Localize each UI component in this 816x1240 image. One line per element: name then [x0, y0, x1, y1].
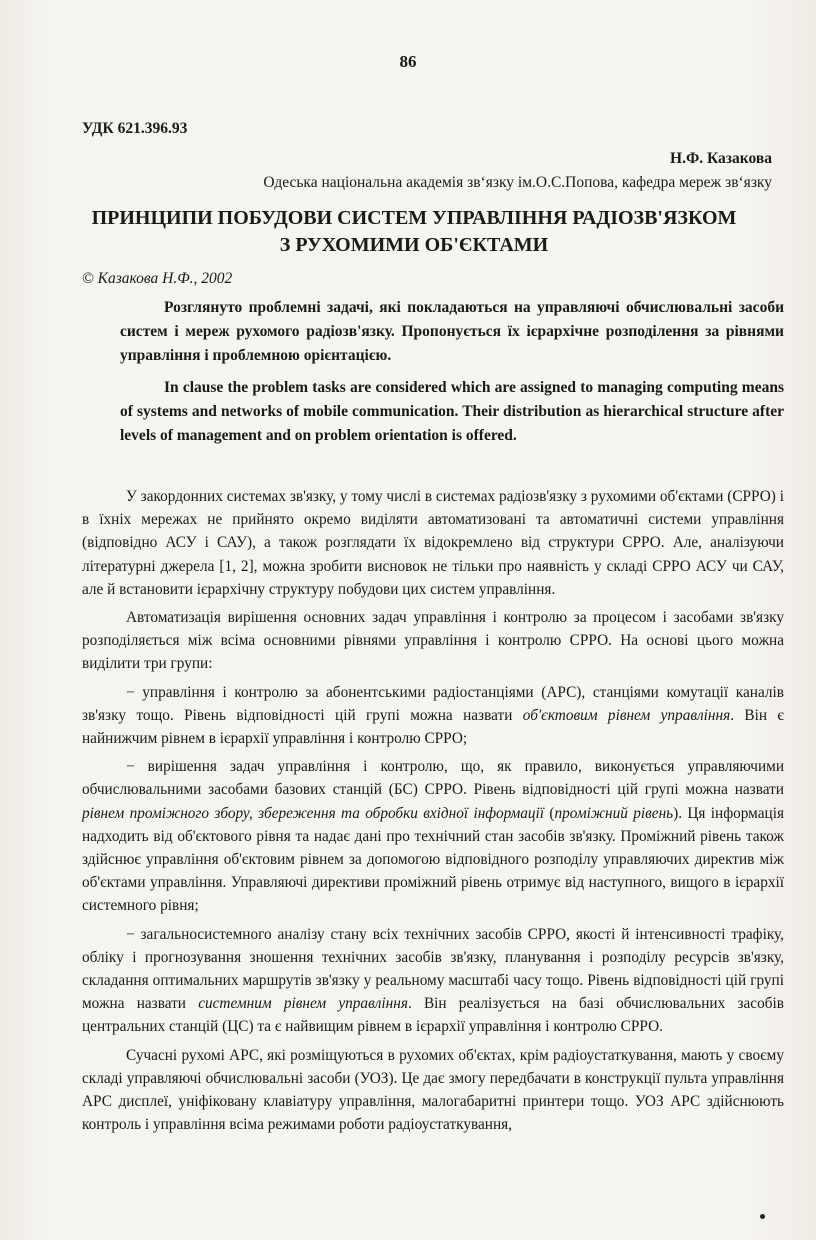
author-name: Н.Ф. Казакова — [670, 150, 772, 167]
paragraph-intro: У закордонних системах зв'язку, у тому числі в системах радіозв'язку з рухомими об'єктами (СРРО) і в їхніх мережах не прийнято окремо виділяти автоматизовані та автоматичні системи управління (відповідно АСУ і САУ), а також розглядати їх відокремлено від структури СРРО. Але, аналізуючи літературні джерела [1, 2], можна зробити висновок не тільки про наявність у складі СРРО АСУ чи САУ, але й встановити ієрархічну структуру побудови цих систем управління. — [82, 488, 784, 598]
emphasis-term: рівнем проміжного збору, збереження та обробки вхідної інформації — [82, 804, 545, 822]
ink-dot — [760, 1214, 765, 1219]
author-affiliation: Одеська національна академія зв‘язку ім.О.С.Попова, кафедра мереж зв‘язку — [263, 174, 772, 191]
paragraph-object-level — [82, 681, 784, 751]
emphasis-term: об'єктовим рівнем управління — [522, 706, 731, 724]
text-run: − управління і контролю за абонентськими радіостанціями (АРС), станціями комутації каналів зв'язку тощо. Рівень відповідності цій групі можна назвати — [82, 683, 784, 724]
article-title — [44, 205, 784, 259]
text-run: . Він реалізується на базі обчислювальних засобів центральних станцій (ЦС) та є найвищим рівнем в ієрархії управління і контролю СРРО. — [82, 995, 784, 1036]
paragraph-automation: Автоматизація вирішення основних задач управління і контролю за процесом і засобами зв'язку розподіляється між всіма основними рівнями управління і контролю СРРО. На основі цього можна виділити три групи: — [82, 609, 784, 673]
udc-code: УДК 621.396.93 — [82, 120, 188, 137]
abstract-ukrainian: Розглянуто проблемні задачі, які покладаються на управляючі обчислювальні засоби систем і мереж рухомого радіозв'язку. Пропонується їх ієрархічне розподілення за рівнями управління і проблемною орієнтацією. — [120, 299, 784, 364]
text-run: ). Ця інформація надходить від об'єктового рівня та надає дані про технічний стан засобів зв'язку. Проміжний рівень також здійснює управління об'єктовим рівнем за допомогою відповідного розподілу управляючих директив між об'єктами управління. Управляючі директиви проміжний рівень отримує від наступного, вищого в ієрархії системного рівня; — [82, 804, 785, 915]
emphasis-term: системним рівнем управління — [198, 995, 408, 1013]
text-run: − загальносистемного аналізу стану всіх технічних засобів СРРО, якості й інтенсивності трафіку, обліку і прогнозування зношення технічних засобів зв'язку, планування і розподілу ресурсів зв'язку, складання оптимальних маршрутів зв'язку у реальному масштабі часу тощо. Рівень відповідності цій групі можна назвати — [82, 925, 784, 1013]
page-number: 86 — [399, 52, 417, 71]
title-line-2: З РУХОМИМИ ОБ'ЄКТАМИ — [279, 234, 549, 256]
paragraph-system-level — [82, 923, 784, 1039]
title-line-1: ПРИНЦИПИ ПОБУДОВИ СИСТЕМ УПРАВЛІННЯ РАДІОЗВ'ЯЗКОМ — [91, 207, 737, 229]
copyright-notice: © Казакова Н.Ф., 2002 — [82, 270, 233, 287]
paragraph-modern-stations: Сучасні рухомі АРС, які розміщуються в рухомих об'єктах, крім радіоустаткування, мають у своєму складі управляючі обчислювальні засоби (УОЗ). Це дає змогу передбачати в конструкції пульта управління АРС дисплеї, уніфіковану клавіатуру управління, малогабаритні принтери тощо. УОЗ АРС здійснюють контроль і управління всіма режимами роботи радіоустаткування, — [82, 1046, 784, 1134]
text-run: ( — [544, 804, 555, 822]
paragraph-intermediate-level — [82, 755, 784, 917]
text-run: . Він є найнижчим рівнем в ієрархії управління і контролю СРРО; — [82, 706, 784, 748]
article-body — [82, 485, 784, 1141]
abstract-english: In clause the problem tasks are considered which are assigned to managing computing means of systems and networks of mobile communication. Their distribution as hierarchical structure after levels of management and on problem orientation is offered. — [120, 379, 784, 444]
text-run: − вирішення задач управління і контролю, що, як правило, виконується управляючими обчислювальними засобами базових станцій (БС) СРРО. Рівень відповідності цій групі можна назвати — [82, 758, 784, 799]
emphasis-term: проміжний рівень — [554, 804, 674, 822]
